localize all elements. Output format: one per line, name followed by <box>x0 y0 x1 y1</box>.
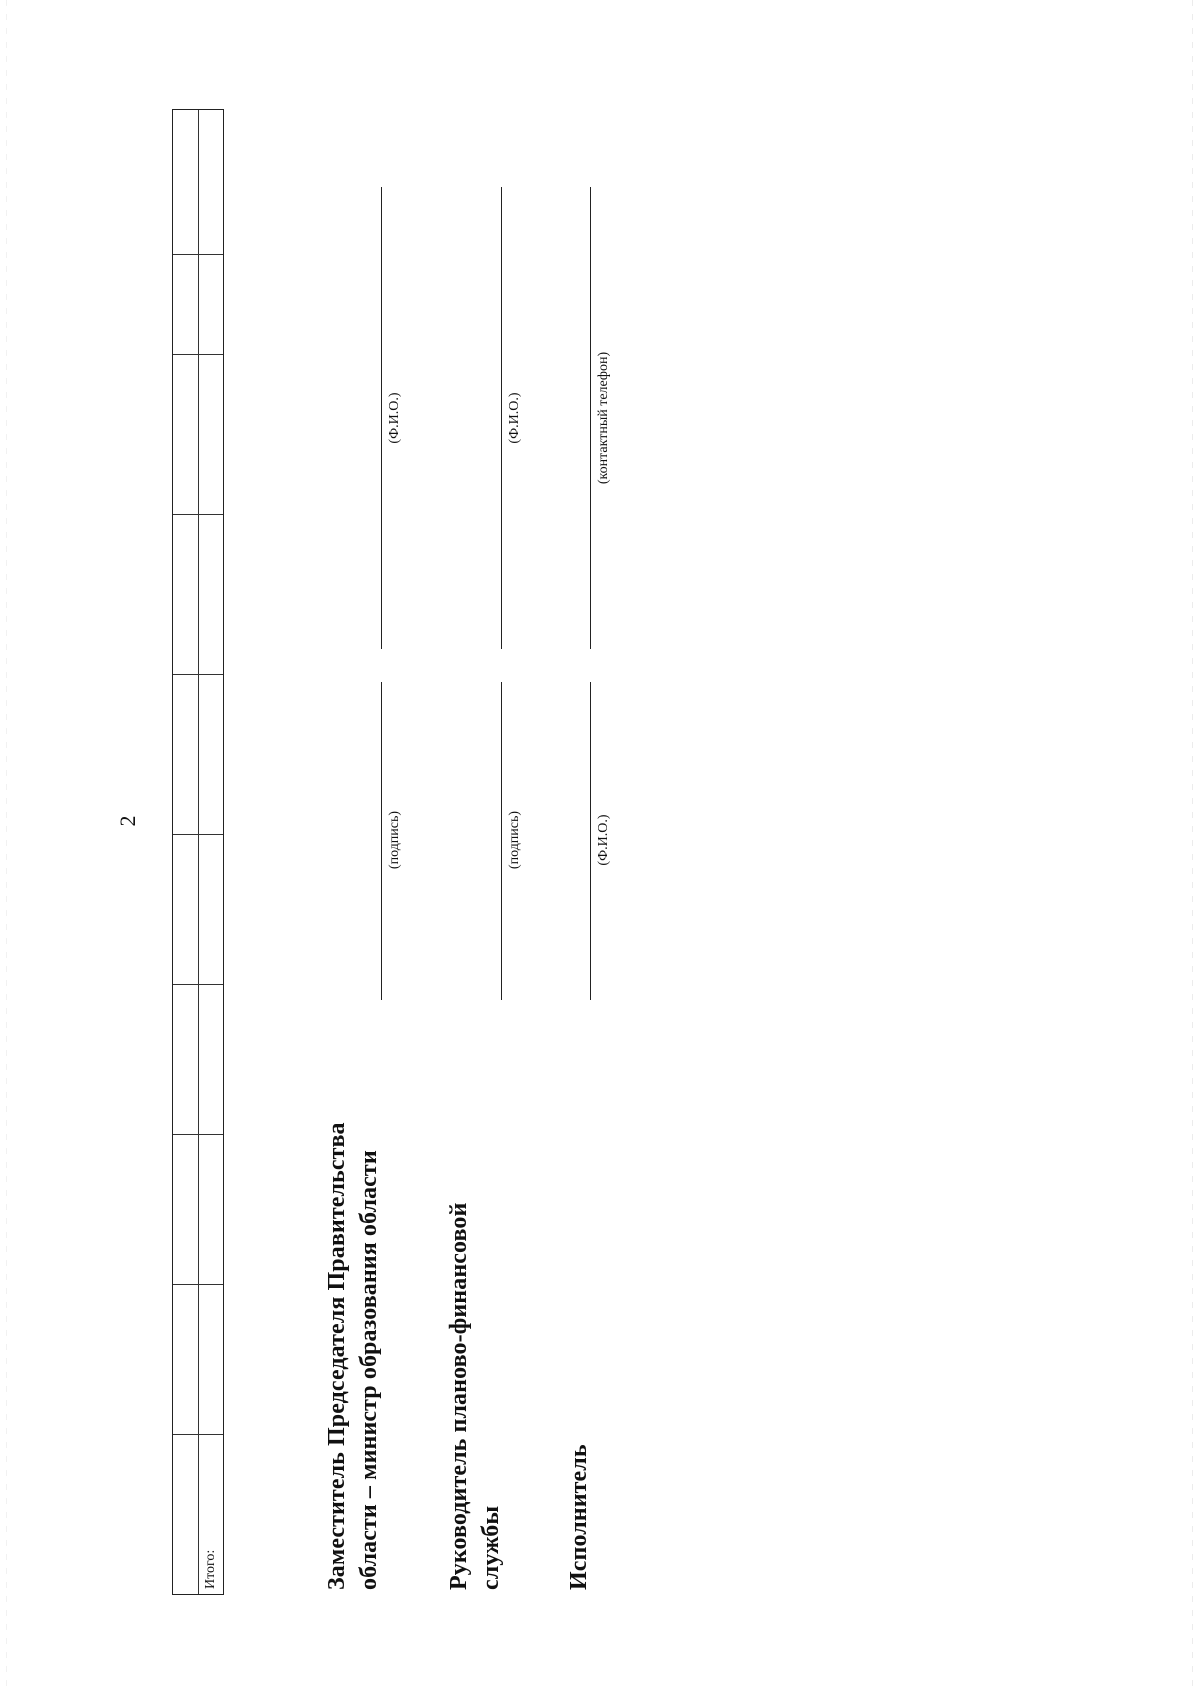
phone-line <box>590 187 591 649</box>
total-label: Итого: <box>203 1549 218 1589</box>
phone-caption: (контактный телефон) <box>596 351 611 485</box>
table-column-divider <box>173 254 223 255</box>
table-column-divider <box>173 984 223 985</box>
signature-caption: (подпись) <box>507 810 522 870</box>
table-column-divider <box>173 674 223 675</box>
deputy-chairman-title-line2: области – министр образования области <box>356 1150 382 1590</box>
name-caption: (Ф.И.О.) <box>387 392 402 444</box>
table-column-divider <box>173 1284 223 1285</box>
name-caption: (Ф.И.О.) <box>596 814 611 866</box>
signature-caption: (подпись) <box>387 810 402 870</box>
page-number: 2 <box>115 815 140 827</box>
name-line <box>590 682 591 1000</box>
name-line <box>381 187 382 649</box>
table-column-divider <box>173 354 223 355</box>
summary-table <box>172 109 224 1595</box>
table-column-divider <box>173 834 223 835</box>
name-line <box>501 187 502 649</box>
signature-line <box>381 682 382 1000</box>
finance-head-title-line2: службы <box>478 1505 504 1590</box>
table-column-divider <box>173 1434 223 1435</box>
signature-line <box>501 682 502 1000</box>
table-column-divider <box>173 514 223 515</box>
table-row-divider <box>198 110 199 1594</box>
finance-head-title-line1: Руководитель планово-финансовой <box>446 1202 472 1590</box>
executor-title: Исполнитель <box>566 1444 592 1590</box>
table-column-divider <box>173 1134 223 1135</box>
name-caption: (Ф.И.О.) <box>507 392 522 444</box>
deputy-chairman-title-line1: Заместитель Председателя Правительства <box>324 1122 350 1590</box>
